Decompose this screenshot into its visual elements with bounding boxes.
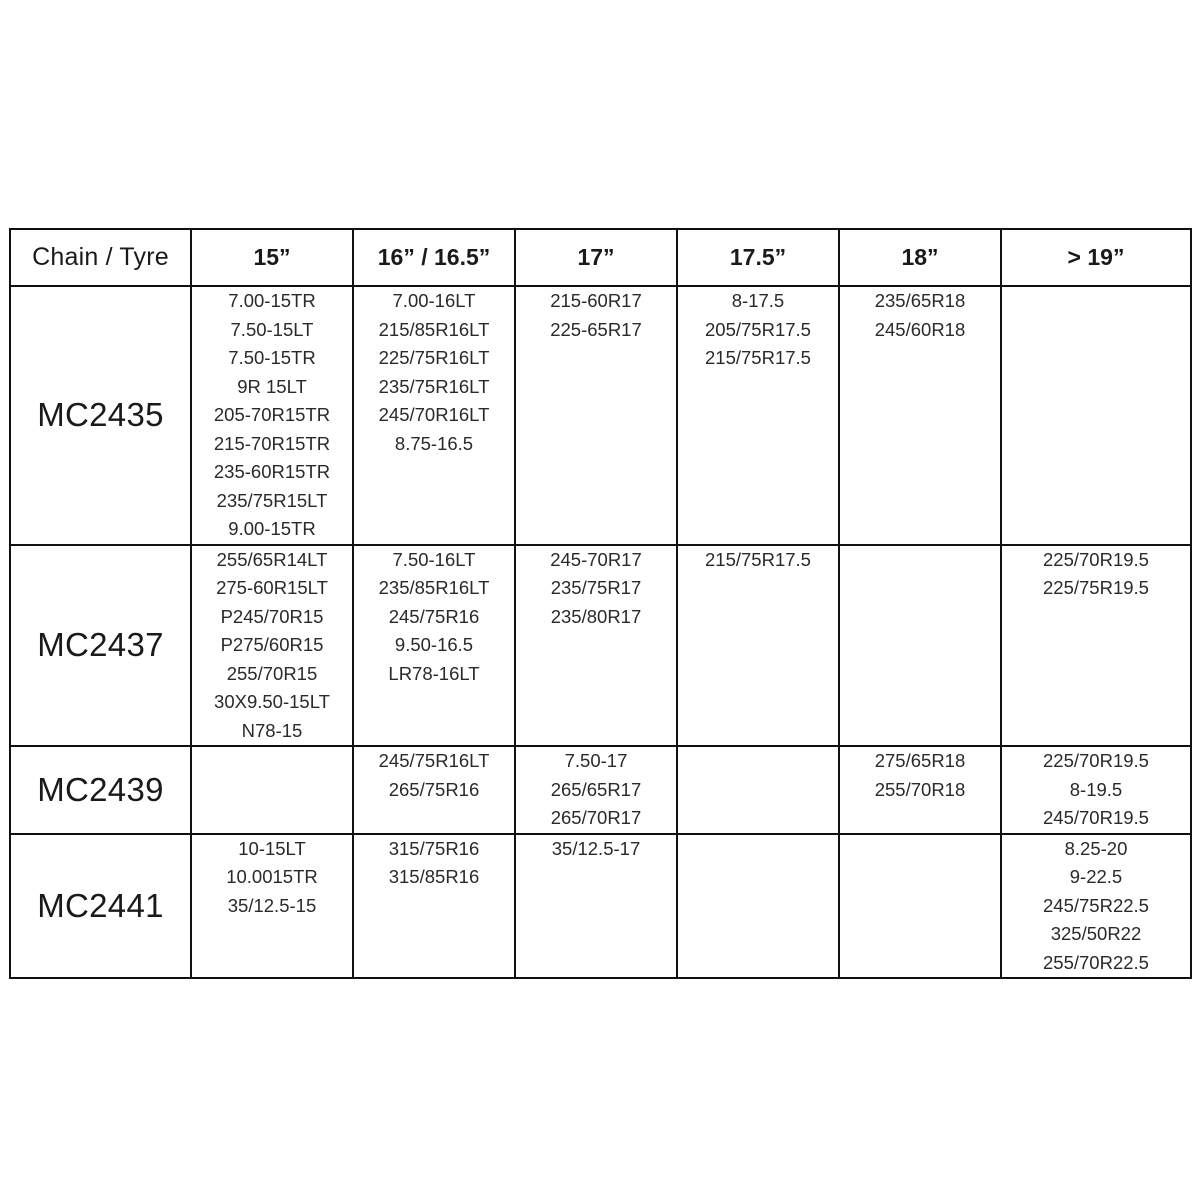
tyre-size: 8.25-20 [1064,837,1128,859]
tyre-size: 215-70R15TR [213,432,331,454]
tyre-size: 7.50-15LT [230,318,314,340]
tyre-chain-table [9,228,1192,979]
column-header: 18” [839,229,1001,286]
chain-model-cell: MC2439 [10,746,191,834]
tyre-size-cell [677,545,839,747]
tyre-size: 7.00-16LT [392,290,476,311]
corner-header: Chain / Tyre [10,229,191,286]
tyre-size: P275/60R15 [220,634,324,655]
tyre-size: 205-70R15TR [213,404,331,425]
tyre-size: 325/50R22 [1050,923,1142,944]
tyre-size: 245/70R19.5 [1043,807,1149,828]
tyre-size-cell [515,834,677,979]
tyre-size: 265/75R16 [388,778,480,800]
tyre-size: 315/75R16 [388,837,480,859]
tyre-size: 205/75R17.5 [705,318,811,340]
tyre-size: 245/75R16 [388,605,480,627]
column-header: 17.5” [677,229,839,286]
tyre-size: 315/85R16 [388,866,480,887]
tyre-size: 275-60R15LT [216,577,328,598]
tyre-size: 9R 15LT [237,375,307,397]
tyre-size-cell [1001,286,1191,545]
tyre-size-cell [353,834,515,979]
column-header: > 19” [1001,229,1191,286]
tyre-size: 255/70R22.5 [1043,951,1149,973]
tyre-size: 255/70R18 [874,778,966,800]
tyre-size-cell [839,746,1001,834]
tyre-size-cell [839,834,1001,979]
tyre-size: 7.50-15TR [228,347,316,368]
tyre-size: 275/65R18 [874,750,966,771]
tyre-size: 235-60R15TR [213,461,331,482]
table-row [10,834,1191,979]
tyre-size-cell [677,746,839,834]
tyre-size-cell [353,545,515,747]
tyre-size: 7.50-16LT [392,548,476,570]
tyre-size: 235/75R16LT [378,375,490,397]
tyre-size: 7.50-17 [564,750,628,771]
tyre-size: 9.00-15TR [228,518,316,539]
tyre-size: 245/60R18 [874,318,966,340]
table-row [10,545,1191,747]
tyre-size-cell [677,834,839,979]
tyre-size-cell [191,746,353,834]
tyre-size: 235/75R15LT [216,489,328,511]
tyre-size: 245-70R17 [550,548,642,570]
tyre-size: 35/12.5-15 [227,894,317,916]
tyre-size-cell [191,286,353,545]
tyre-size-cell [1001,746,1191,834]
tyre-size: 225/70R19.5 [1043,548,1149,570]
tyre-size-cell [353,746,515,834]
tyre-size-cell [1001,545,1191,747]
tyre-size-cell [839,286,1001,545]
tyre-size-cell [515,746,677,834]
tyre-size-cell [191,545,353,747]
tyre-size-cell [839,545,1001,747]
tyre-size: N78-15 [241,719,303,741]
tyre-size: 225/70R19.5 [1043,750,1149,771]
tyre-size: 235/85R16LT [378,577,490,598]
column-header: 15” [191,229,353,286]
tyre-size: 215-60R17 [550,290,642,311]
tyre-size: 225/75R19.5 [1043,577,1149,598]
tyre-size: 10-15LT [238,837,306,859]
tyre-size: 245/75R16LT [378,750,490,771]
tyre-size: 8-17.5 [731,290,785,311]
tyre-size: 35/12.5-17 [551,837,641,859]
tyre-size-cell [515,545,677,747]
tyre-size-cell [515,286,677,545]
tyre-size-cell [1001,834,1191,979]
tyre-size: 225/75R16LT [378,347,490,368]
tyre-size: 225-65R17 [550,318,642,340]
tyre-size: 235/65R18 [874,290,966,311]
tyre-size: 9-22.5 [1069,866,1123,887]
tyre-size: LR78-16LT [388,662,480,684]
chain-model-cell: MC2437 [10,545,191,747]
tyre-size: 215/75R17.5 [705,548,811,570]
column-header: 16” / 16.5” [353,229,515,286]
tyre-size: 7.00-15TR [228,290,316,311]
tyre-size: 235/75R17 [550,577,642,598]
chain-model-cell: MC2441 [10,834,191,979]
chain-model-cell: MC2435 [10,286,191,545]
tyre-size: 215/85R16LT [378,318,490,340]
tyre-size: 255/70R15 [226,662,318,684]
tyre-size: 255/65R14LT [216,548,328,570]
tyre-size-cell [677,286,839,545]
tyre-size: 8.75-16.5 [394,432,474,454]
tyre-size: 235/80R17 [550,605,642,627]
tyre-size: 9.50-16.5 [394,634,474,655]
tyre-size: 245/75R22.5 [1043,894,1149,916]
tyre-size: 265/65R17 [550,778,642,800]
tyre-size: 10.0015TR [226,866,318,887]
tyre-size: 8-19.5 [1069,778,1123,800]
tyre-size-cell [353,286,515,545]
tyre-size: 215/75R17.5 [705,347,811,368]
table-row [10,746,1191,834]
column-header: 17” [515,229,677,286]
header-row [10,229,1191,286]
table-row [10,286,1191,545]
tyre-size-cell [191,834,353,979]
tyre-size: 245/70R16LT [378,404,490,425]
tyre-size: 265/70R17 [550,807,642,828]
tyre-size: P245/70R15 [220,605,324,627]
tyre-size: 30X9.50-15LT [214,691,330,712]
